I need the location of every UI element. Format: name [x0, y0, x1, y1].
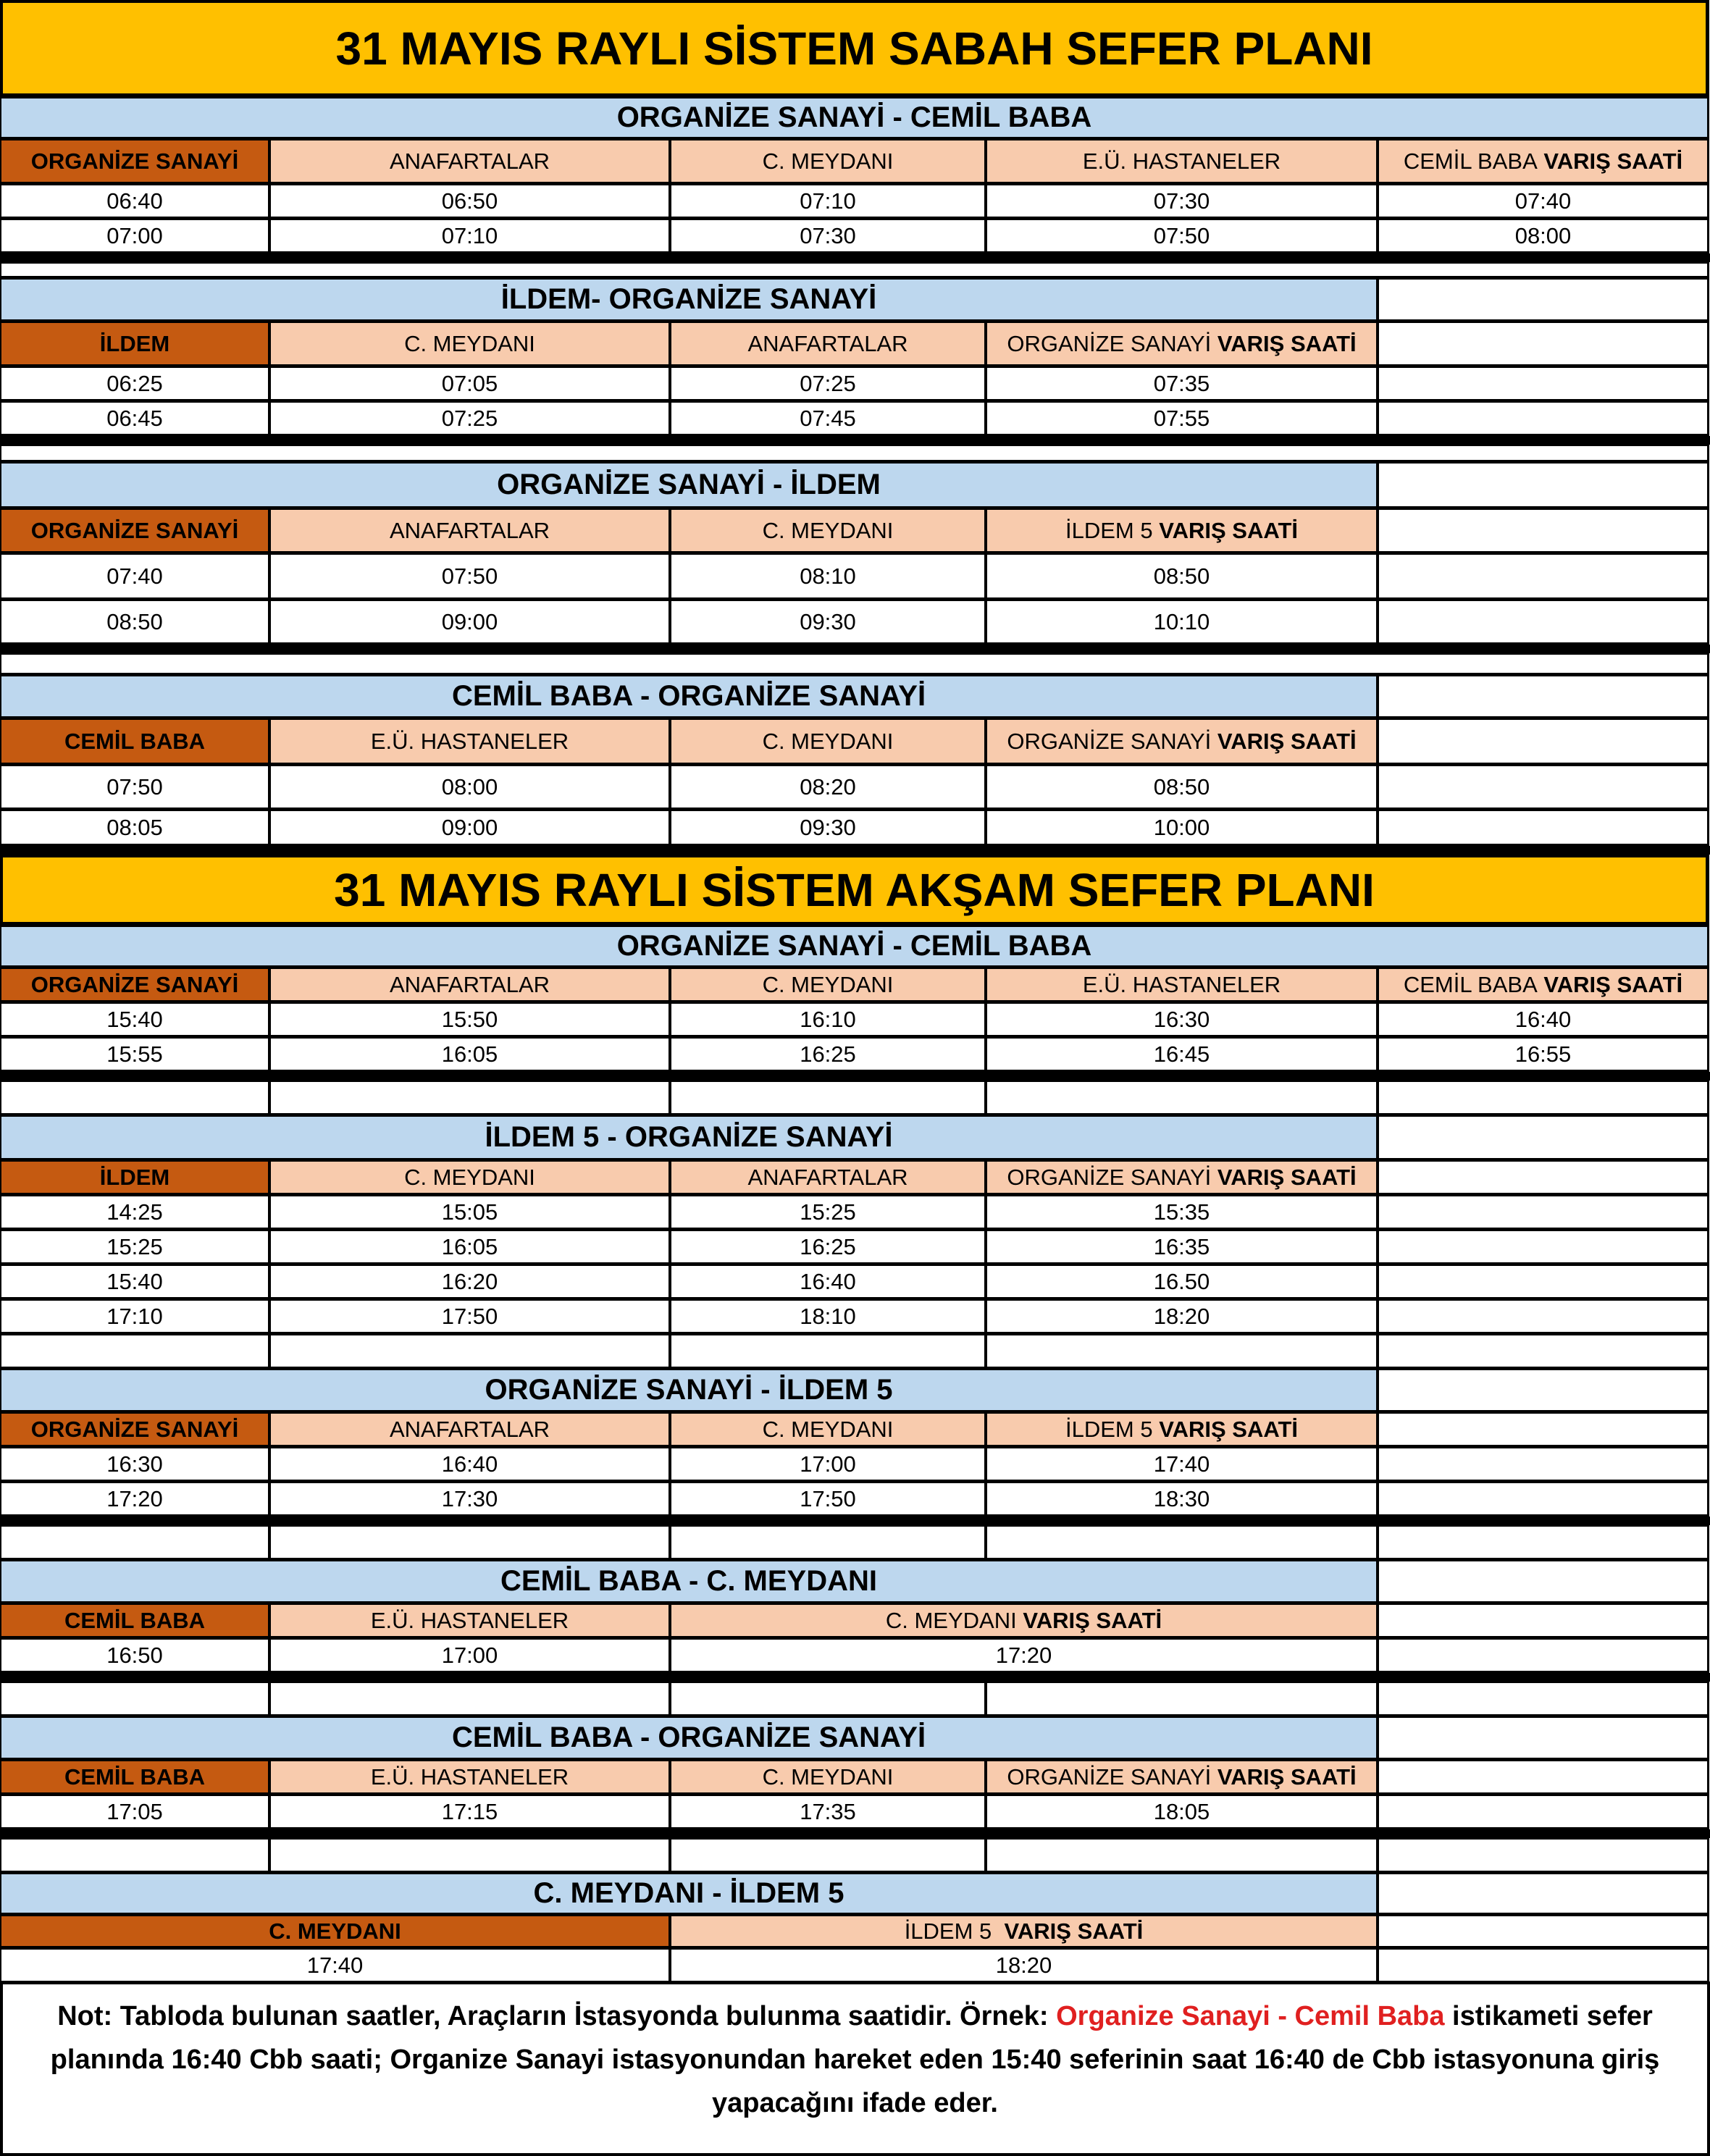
empty-cell — [1377, 277, 1709, 322]
e-t2-r2-c0: 15:40 — [0, 1264, 270, 1299]
m-t4-r0-c2: 08:20 — [669, 764, 986, 810]
empty-cell — [1377, 1194, 1709, 1230]
footnote-highlight: Organize Sanayi - Cemil Baba — [1056, 2001, 1445, 2031]
e-t5-row — [0, 1795, 1710, 1829]
morning-title: 31 MAYIS RAYLI SİSTEM SABAH SEFER PLANI — [0, 0, 1709, 97]
footnote-text-1: Not: Tabloda bulunan saatler, Araçların İstasyonda bulunma saatidir. Örnek: — [57, 2001, 1057, 2031]
e-t4-route: CEMİL BABA - C. MEYDANI — [0, 1559, 1378, 1603]
e-t2-r3-c0: 17:10 — [0, 1299, 270, 1334]
e-t1-r1-c3: 16:45 — [985, 1036, 1378, 1072]
e-t1-row — [0, 1037, 1710, 1072]
m-t3-h3: İLDEM 5 VARIŞ SAATİ — [985, 508, 1378, 553]
e-t5-header-row — [0, 1760, 1710, 1795]
empty-cell — [1377, 366, 1709, 401]
e-t2-r0-c1: 15:05 — [269, 1194, 671, 1230]
empty-cell — [1377, 1115, 1709, 1160]
e-t5-r0-c3: 18:05 — [985, 1794, 1378, 1829]
e-t2-r1-c2: 16:25 — [669, 1229, 986, 1264]
m-t3-h2: C. MEYDANI — [669, 508, 986, 553]
empty-cell — [0, 1837, 270, 1873]
empty-cell — [0, 261, 1709, 278]
e-t1-route: ORGANİZE SANAYİ - CEMİL BABA — [0, 925, 1709, 968]
e-t4-r0-c0: 16:50 — [0, 1637, 270, 1673]
e-t5-r0-c0: 17:05 — [0, 1794, 270, 1829]
m-t1-h3: E.Ü. HASTANELER — [985, 138, 1378, 184]
e-t5-h2: C. MEYDANI — [669, 1759, 986, 1795]
m-gap — [0, 262, 1710, 278]
m-t3-h0: ORGANİZE SANAYİ — [0, 508, 270, 553]
empty-cell — [1377, 1159, 1709, 1195]
e-t3-r1-c1: 17:30 — [269, 1481, 671, 1517]
e-t3-r0-c2: 17:00 — [669, 1446, 986, 1482]
empty-cell — [985, 1080, 1378, 1115]
m-t2-r1-c3: 07:55 — [985, 400, 1378, 436]
m-t2-h0: İLDEM — [0, 321, 270, 366]
empty-cell — [1377, 1681, 1709, 1716]
e-t6-r0-c0: 17:40 — [0, 1947, 671, 1983]
m-t4-row — [0, 765, 1710, 810]
empty-cell — [1377, 1603, 1709, 1638]
empty-cell — [1377, 809, 1709, 846]
m-t3-route: ORGANİZE SANAYİ - İLDEM — [0, 461, 1378, 508]
e-t2-route-row — [0, 1115, 1710, 1160]
m-t1-h4: CEMİL BABA VARIŞ SAATİ — [1377, 138, 1709, 184]
e-gap-row — [0, 1334, 1710, 1369]
empty-cell — [1377, 1229, 1709, 1264]
empty-cell — [985, 1524, 1378, 1560]
m-t1-r1-c0: 07:00 — [0, 218, 270, 253]
empty-cell — [669, 1681, 986, 1716]
empty-cell — [1377, 1299, 1709, 1334]
e-t2-r1-c3: 16:35 — [985, 1229, 1378, 1264]
e-t1-h4: CEMİL BABA VARIŞ SAATİ — [1377, 967, 1709, 1002]
m-t3-r1-c3: 10:10 — [985, 599, 1378, 645]
e-t3-r1-c3: 18:30 — [985, 1481, 1378, 1517]
evening-title-row — [0, 855, 1710, 926]
m-t1-h0: ORGANİZE SANAYİ — [0, 138, 270, 184]
e-t1-r0-c4: 16:40 — [1377, 1002, 1709, 1037]
e-t4-h2: C. MEYDANI VARIŞ SAATİ — [669, 1603, 1378, 1638]
empty-cell — [269, 1333, 671, 1369]
m-t2-row — [0, 366, 1710, 401]
e-t2-r3-c3: 18:20 — [985, 1299, 1378, 1334]
empty-cell — [1377, 1333, 1709, 1369]
empty-cell — [1377, 1080, 1709, 1115]
empty-cell — [1377, 599, 1709, 645]
m-t4-header-row — [0, 718, 1710, 765]
e-t1-r1-c1: 16:05 — [269, 1036, 671, 1072]
empty-cell — [985, 1681, 1378, 1716]
empty-cell — [0, 653, 1709, 675]
evening-title: 31 MAYIS RAYLI SİSTEM AKŞAM SEFER PLANI — [0, 854, 1709, 926]
empty-cell — [1377, 553, 1709, 600]
empty-cell — [269, 1837, 671, 1873]
m-t3-r0-c1: 07:50 — [269, 553, 671, 600]
empty-cell — [1377, 1947, 1709, 1983]
e-t2-row — [0, 1230, 1710, 1264]
m-t3-h1: ANAFARTALAR — [269, 508, 671, 553]
e-t5-route: CEMİL BABA - ORGANİZE SANAYİ — [0, 1716, 1378, 1760]
m-t4-h1: E.Ü. HASTANELER — [269, 718, 671, 765]
empty-cell — [1377, 1914, 1709, 1948]
m-t4-r1-c0: 08:05 — [0, 809, 270, 846]
e-t6-row — [0, 1948, 1710, 1983]
e-t2-row — [0, 1195, 1710, 1230]
empty-cell — [1377, 1637, 1709, 1673]
morning-title-row — [0, 0, 1710, 97]
e-t3-r0-c1: 16:40 — [269, 1446, 671, 1482]
e-t2-r0-c0: 14:25 — [0, 1194, 270, 1230]
m-t4-row — [0, 810, 1710, 846]
e-t2-r2-c2: 16:40 — [669, 1264, 986, 1299]
e-t6-h0: C. MEYDANI — [0, 1914, 671, 1948]
e-t2-header-row — [0, 1160, 1710, 1195]
empty-cell — [1377, 321, 1709, 366]
empty-cell — [1377, 1559, 1709, 1603]
m-t3-row — [0, 553, 1710, 600]
empty-cell — [1377, 461, 1709, 508]
m-t1-r1-c3: 07:50 — [985, 218, 1378, 253]
e-t5-h1: E.Ü. HASTANELER — [269, 1759, 671, 1795]
e-t6-h1: İLDEM 5 VARIŞ SAATİ — [669, 1914, 1378, 1948]
m-t1-r0-c3: 07:30 — [985, 183, 1378, 219]
empty-cell — [1377, 1716, 1709, 1760]
e-t4-row — [0, 1638, 1710, 1673]
e-t6-header-row — [0, 1915, 1710, 1948]
e-gap-row — [0, 1682, 1710, 1716]
e-gap-row — [0, 1081, 1710, 1115]
m-t1-r0-c2: 07:10 — [669, 183, 986, 219]
e-t1-r1-c4: 16:55 — [1377, 1036, 1709, 1072]
m-t1-header-row — [0, 139, 1710, 184]
m-t1-row — [0, 219, 1710, 253]
e-t6-route: C. MEYDANI - İLDEM 5 — [0, 1872, 1378, 1915]
e-t1-h0: ORGANİZE SANAYİ — [0, 967, 270, 1002]
empty-cell — [1377, 1481, 1709, 1517]
m-t1-row — [0, 184, 1710, 219]
e-t4-h0: CEMİL BABA — [0, 1603, 270, 1638]
e-t3-h2: C. MEYDANI — [669, 1412, 986, 1447]
e-t6-route-row — [0, 1873, 1710, 1915]
m-t2-route: İLDEM- ORGANİZE SANAYİ — [0, 277, 1378, 322]
m-t2-header-row — [0, 322, 1710, 366]
e-t2-row — [0, 1264, 1710, 1299]
m-t4-h3: ORGANİZE SANAYİ VARIŞ SAATİ — [985, 718, 1378, 765]
e-t3-r1-c0: 17:20 — [0, 1481, 270, 1517]
e-t1-r1-c2: 16:25 — [669, 1036, 986, 1072]
e-t3-route: ORGANİZE SANAYİ - İLDEM 5 — [0, 1368, 1378, 1412]
footnote-text-2: istikameti sefer planında 16:40 Cbb saati; Organize Sanayi istasyonundan hareket eden 15:40 seferinin saat 16:40 de Cbb istasyonuna giriş yapacağını ifade eder. — [50, 2001, 1660, 2118]
e-t1-r0-c2: 16:10 — [669, 1002, 986, 1037]
e-t3-header-row — [0, 1412, 1710, 1447]
empty-cell — [1377, 1368, 1709, 1412]
m-t1-r0-c4: 07:40 — [1377, 183, 1709, 219]
e-t5-r0-c1: 17:15 — [269, 1794, 671, 1829]
empty-cell — [1377, 764, 1709, 810]
m-t1-r1-c1: 07:10 — [269, 218, 671, 253]
e-t1-h3: E.Ü. HASTANELER — [985, 967, 1378, 1002]
e-t3-h0: ORGANİZE SANAYİ — [0, 1412, 270, 1447]
e-t3-h1: ANAFARTALAR — [269, 1412, 671, 1447]
e-t1-r0-c3: 16:30 — [985, 1002, 1378, 1037]
m-t4-r0-c3: 08:50 — [985, 764, 1378, 810]
e-t1-r0-c0: 15:40 — [0, 1002, 270, 1037]
m-t3-row — [0, 600, 1710, 645]
e-t2-r0-c3: 15:35 — [985, 1194, 1378, 1230]
empty-cell — [1377, 1264, 1709, 1299]
e-t2-h0: İLDEM — [0, 1159, 270, 1195]
empty-cell — [0, 1080, 270, 1115]
e-t2-row — [0, 1299, 1710, 1334]
e-t2-r1-c1: 16:05 — [269, 1229, 671, 1264]
e-t3-r0-c3: 17:40 — [985, 1446, 1378, 1482]
empty-cell — [269, 1524, 671, 1560]
m-t2-r1-c2: 07:45 — [669, 400, 986, 436]
empty-cell — [669, 1837, 986, 1873]
e-t2-r0-c2: 15:25 — [669, 1194, 986, 1230]
m-t2-h3: ORGANİZE SANAYİ VARIŞ SAATİ — [985, 321, 1378, 366]
m-t4-route-row — [0, 675, 1710, 718]
empty-cell — [0, 1333, 270, 1369]
empty-cell — [669, 1333, 986, 1369]
m-gap — [0, 653, 1710, 675]
m-t4-r1-c2: 09:30 — [669, 809, 986, 846]
m-t2-route-row — [0, 278, 1710, 322]
empty-cell — [1377, 674, 1709, 718]
empty-cell — [0, 1681, 270, 1716]
m-t3-r0-c2: 08:10 — [669, 553, 986, 600]
e-t2-r3-c1: 17:50 — [269, 1299, 671, 1334]
m-t4-route: CEMİL BABA - ORGANİZE SANAYİ — [0, 674, 1378, 718]
empty-cell — [1377, 718, 1709, 765]
empty-cell — [1377, 1872, 1709, 1915]
e-t2-r3-c2: 18:10 — [669, 1299, 986, 1334]
e-t3-r0-c0: 16:30 — [0, 1446, 270, 1482]
m-t1-route: ORGANİZE SANAYİ - CEMİL BABA — [0, 96, 1709, 139]
m-t2-r0-c2: 07:25 — [669, 366, 986, 401]
e-gap-row — [0, 1838, 1710, 1873]
empty-cell — [269, 1681, 671, 1716]
m-t1-r0-c1: 06:50 — [269, 183, 671, 219]
e-t3-row — [0, 1447, 1710, 1482]
e-t5-h3: ORGANİZE SANAYİ VARIŞ SAATİ — [985, 1759, 1378, 1795]
m-t1-r1-c4: 08:00 — [1377, 218, 1709, 253]
e-t1-r1-c0: 15:55 — [0, 1036, 270, 1072]
e-t3-r1-c2: 17:50 — [669, 1481, 986, 1517]
m-t3-route-row — [0, 462, 1710, 508]
e-t2-r2-c3: 16.50 — [985, 1264, 1378, 1299]
m-t3-r1-c2: 09:30 — [669, 599, 986, 645]
empty-cell — [1377, 1446, 1709, 1482]
m-t4-h2: C. MEYDANI — [669, 718, 986, 765]
e-t3-h3: İLDEM 5 VARIŞ SAATİ — [985, 1412, 1378, 1447]
m-t2-h2: ANAFARTALAR — [669, 321, 986, 366]
e-t5-h0: CEMİL BABA — [0, 1759, 270, 1795]
e-t4-header-row — [0, 1603, 1710, 1638]
e-t1-r0-c1: 15:50 — [269, 1002, 671, 1037]
empty-cell — [1377, 1759, 1709, 1795]
m-t2-row — [0, 401, 1710, 436]
empty-cell — [669, 1524, 986, 1560]
e-t5-r0-c2: 17:35 — [669, 1794, 986, 1829]
e-t5-route-row — [0, 1716, 1710, 1760]
e-t1-header-row — [0, 968, 1710, 1002]
empty-cell — [1377, 1794, 1709, 1829]
e-t4-h1: E.Ü. HASTANELER — [269, 1603, 671, 1638]
m-t1-r0-c0: 06:40 — [0, 183, 270, 219]
empty-cell — [1377, 1412, 1709, 1447]
e-gap-row — [0, 1525, 1710, 1560]
empty-cell — [269, 1080, 671, 1115]
e-t2-h2: ANAFARTALAR — [669, 1159, 986, 1195]
footnote — [0, 1981, 1710, 2156]
m-t3-r1-c1: 09:00 — [269, 599, 671, 645]
e-t6-r0-c1: 18:20 — [669, 1947, 1378, 1983]
m-t2-r1-c1: 07:25 — [269, 400, 671, 436]
m-t4-r0-c0: 07:50 — [0, 764, 270, 810]
e-t1-row — [0, 1002, 1710, 1037]
empty-cell — [985, 1837, 1378, 1873]
m-t4-r1-c1: 09:00 — [269, 809, 671, 846]
e-t2-h3: ORGANİZE SANAYİ VARIŞ SAATİ — [985, 1159, 1378, 1195]
e-t3-row — [0, 1482, 1710, 1517]
e-t4-route-row — [0, 1560, 1710, 1603]
e-t4-r0-c2: 17:20 — [669, 1637, 1378, 1673]
m-t1-r1-c2: 07:30 — [669, 218, 986, 253]
m-t4-r1-c3: 10:00 — [985, 809, 1378, 846]
e-t4-r0-c1: 17:00 — [269, 1637, 671, 1673]
empty-cell — [1377, 508, 1709, 553]
m-t1-route-row — [0, 97, 1710, 139]
m-t3-r0-c3: 08:50 — [985, 553, 1378, 600]
empty-cell — [1377, 400, 1709, 436]
m-t4-r0-c1: 08:00 — [269, 764, 671, 810]
empty-cell — [985, 1333, 1378, 1369]
e-t2-h1: C. MEYDANI — [269, 1159, 671, 1195]
e-t2-r1-c0: 15:25 — [0, 1229, 270, 1264]
empty-cell — [0, 444, 1709, 462]
m-t2-r0-c3: 07:35 — [985, 366, 1378, 401]
empty-cell — [1377, 1524, 1709, 1560]
m-t2-r0-c1: 07:05 — [269, 366, 671, 401]
empty-cell — [1377, 1837, 1709, 1873]
m-t2-r0-c0: 06:25 — [0, 366, 270, 401]
empty-cell — [0, 1524, 270, 1560]
e-t2-route: İLDEM 5 - ORGANİZE SANAYİ — [0, 1115, 1378, 1160]
m-t3-r1-c0: 08:50 — [0, 599, 270, 645]
m-t4-h0: CEMİL BABA — [0, 718, 270, 765]
e-t1-route-row — [0, 926, 1710, 968]
e-t3-route-row — [0, 1369, 1710, 1412]
m-t2-h1: C. MEYDANI — [269, 321, 671, 366]
e-t1-h1: ANAFARTALAR — [269, 967, 671, 1002]
e-t2-r2-c1: 16:20 — [269, 1264, 671, 1299]
m-t1-h1: ANAFARTALAR — [269, 138, 671, 184]
m-t2-r1-c0: 06:45 — [0, 400, 270, 436]
m-t1-h2: C. MEYDANI — [669, 138, 986, 184]
e-t1-h2: C. MEYDANI — [669, 967, 986, 1002]
m-t3-header-row — [0, 508, 1710, 553]
empty-cell — [669, 1080, 986, 1115]
m-t3-r0-c0: 07:40 — [0, 553, 270, 600]
m-gap — [0, 445, 1710, 462]
